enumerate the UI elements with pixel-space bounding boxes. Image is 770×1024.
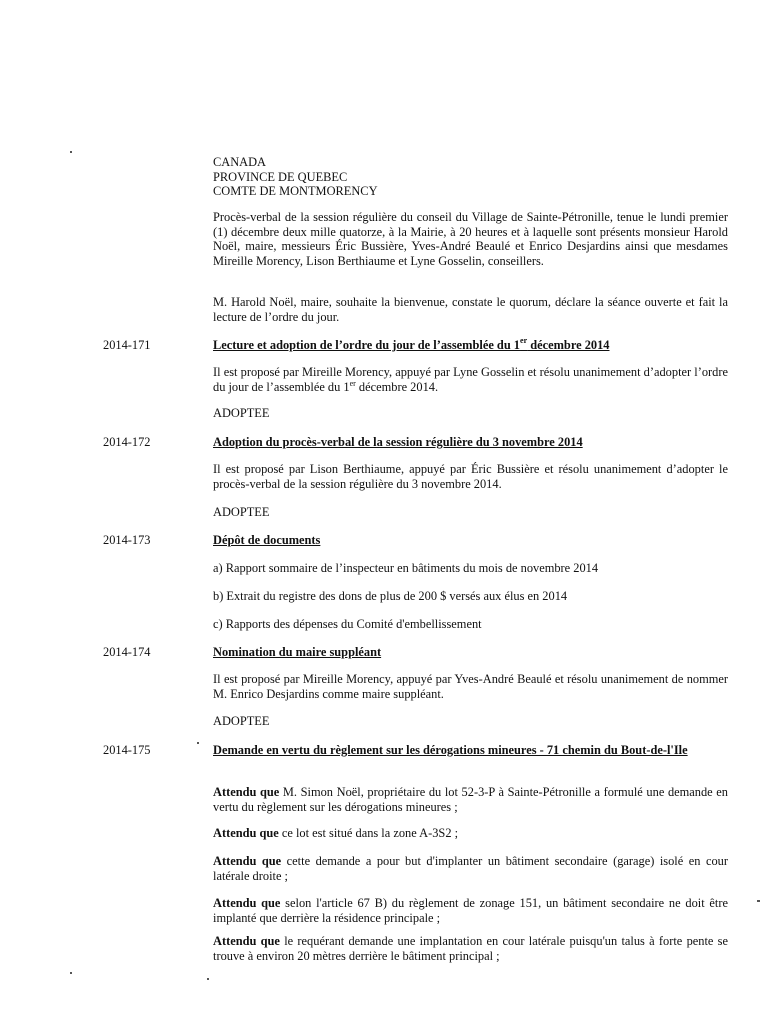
consideration-text: selon l'article 67 B) du règlement de zonage 151, un bâtiment secondaire ne doit être implanté que derrière la résidence principale ; xyxy=(213,896,728,925)
consideration-paragraph xyxy=(213,854,728,883)
resolution-status: ADOPTEE xyxy=(213,406,270,420)
scan-speck xyxy=(207,978,209,980)
resolution-title: Demande en vertu du règlement sur les dérogations mineures - 71 chemin du Bout-de-l'Ile xyxy=(213,743,688,757)
superscript: er xyxy=(520,335,528,345)
consideration-paragraph xyxy=(213,934,728,963)
resolution-title: Adoption du procès-verbal de la session régulière du 3 novembre 2014 xyxy=(213,435,583,449)
consideration-text: ce lot est situé dans la zone A-3S2 ; xyxy=(278,826,459,840)
resolution-title-text: Lecture et adoption de l’ordre du jour de l’assemblée du 1 xyxy=(213,338,521,352)
consideration-text: M. Simon Noël, propriétaire du lot 52-3-P à Sainte-Pétronille a formulé une demande en vertu du règlement sur les dérogations mineures ; xyxy=(213,785,728,814)
intro-quorum-paragraph: M. Harold Noël, maire, souhaite la bienvenue, constate le quorum, déclare la séance ouverte et fait la lecture de l’ordre du jour. xyxy=(213,295,728,324)
scan-speck xyxy=(757,900,760,902)
resolution-number: 2014-175 xyxy=(103,743,151,757)
superscript: er xyxy=(349,378,356,388)
scan-speck xyxy=(70,151,72,153)
intro-paragraph: Procès-verbal de la session régulière du conseil du Village de Sainte-Pétronille, tenue le lundi premier (1) décembre deux mille quatorze, à la Mairie, à 20 heures et à laquelle sont présents monsieur Harold Noël, maire, messieurs Éric Bussière, Yves-André Beaulé et Enrico Desjardins ainsi que mesdames Mireille Morency, Lison Berthiaume et Lyne Gosselin, conseillers. xyxy=(213,210,728,268)
resolution-title xyxy=(213,335,728,353)
consideration-text: le requérant demande une implantation en cour latérale puisqu'un talus à forte pente se trouve à environ 20 mètres derrière le bâtiment principal ; xyxy=(213,934,728,963)
document-header xyxy=(213,155,728,199)
scan-speck xyxy=(70,972,72,974)
consideration-paragraph xyxy=(213,785,728,814)
consideration-paragraph xyxy=(213,896,728,925)
resolution-body: Il est proposé par Lison Berthiaume, appuyé par Éric Bussière et résolu unanimement d’adopter le procès-verbal de la session régulière du 3 novembre 2014. xyxy=(213,462,728,491)
resolution-number: 2014-173 xyxy=(103,533,151,547)
resolution-title-text: décembre 2014 xyxy=(527,338,610,352)
consideration-paragraph xyxy=(213,826,728,841)
resolution-body: Il est proposé par Mireille Morency, appuyé par Yves-André Beaulé et résolu unanimement de nommer M. Enrico Desjardins comme maire suppléant. xyxy=(213,672,728,701)
resolution-status: ADOPTEE xyxy=(213,505,270,519)
resolution-body-text: Il est proposé par Mireille Morency, appuyé par Lyne Gosselin et résolu unanimement d’adopter l’ordre du jour de l’assemblée du 1 xyxy=(213,365,728,394)
resolution-title: Dépôt de documents xyxy=(213,533,321,547)
document-item: a) Rapport sommaire de l’inspecteur en bâtiments du mois de novembre 2014 xyxy=(213,561,599,575)
header-country: CANADA xyxy=(213,155,267,169)
resolution-body-text: décembre 2014. xyxy=(355,379,439,394)
document-item: b) Extrait du registre des dons de plus de 200 $ versés aux élus en 2014 xyxy=(213,589,568,603)
consideration-lead: Attendu que xyxy=(213,854,282,868)
resolution-number: 2014-174 xyxy=(103,645,151,659)
consideration-text: cette demande a pour but d'implanter un bâtiment secondaire (garage) isolé en cour latérale droite ; xyxy=(213,854,728,883)
consideration-lead: Attendu que xyxy=(213,934,280,948)
consideration-lead: Attendu que xyxy=(213,785,280,799)
scan-speck xyxy=(197,742,199,744)
resolution-status: ADOPTEE xyxy=(213,714,270,728)
resolution-number: 2014-171 xyxy=(103,338,151,352)
consideration-lead: Attendu que xyxy=(213,826,279,840)
document-item: c) Rapports des dépenses du Comité d'embellissement xyxy=(213,617,482,631)
header-county: COMTE DE MONTMORENCY xyxy=(213,184,378,199)
resolution-body xyxy=(213,365,728,394)
consideration-lead: Attendu que xyxy=(213,896,281,910)
resolution-number: 2014-172 xyxy=(103,435,151,449)
header-province: PROVINCE DE QUEBEC xyxy=(213,169,348,184)
resolution-title: Nomination du maire suppléant xyxy=(213,645,382,659)
